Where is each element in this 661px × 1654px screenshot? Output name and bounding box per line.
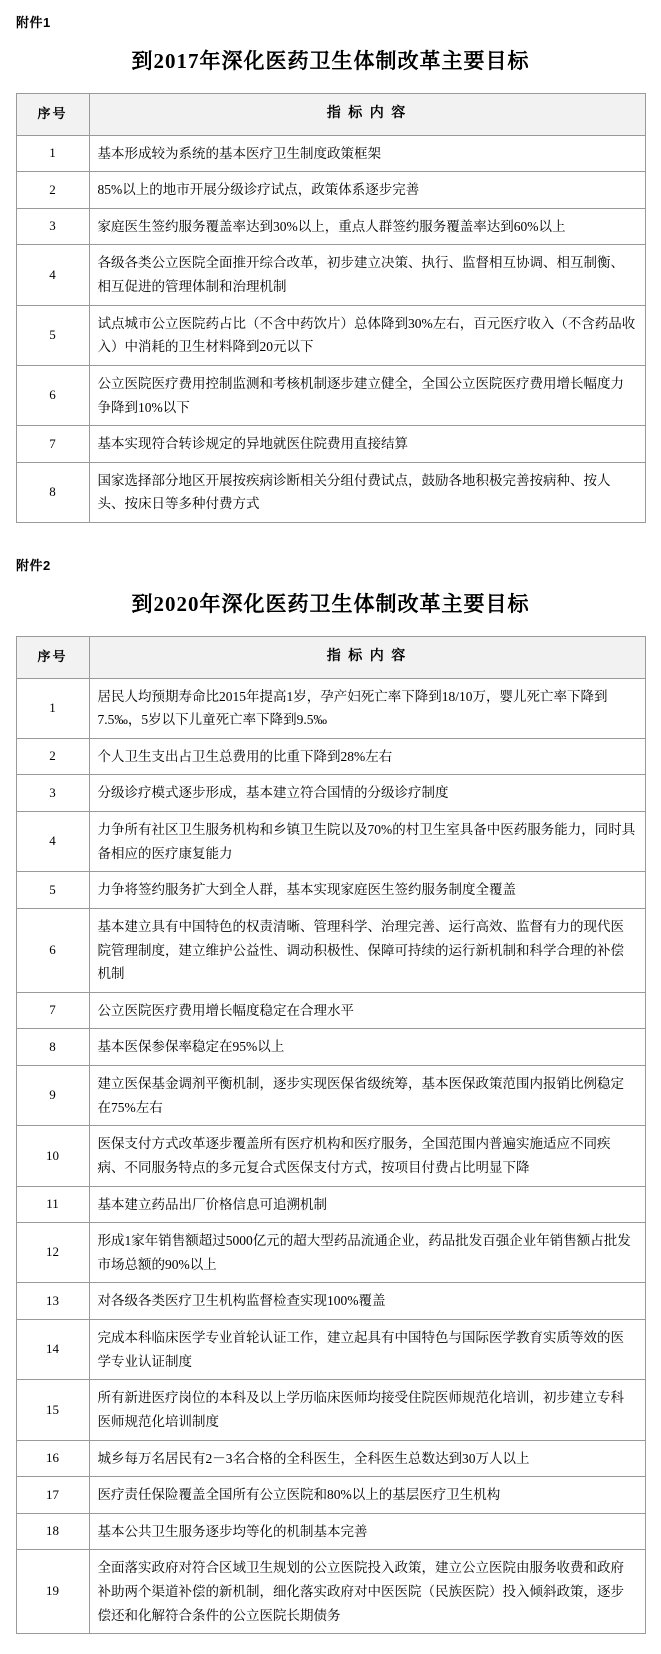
row-number: 16 <box>16 1440 89 1477</box>
table-row <box>16 1320 645 1380</box>
row-number: 15 <box>16 1380 89 1440</box>
attachment-section-2 <box>14 555 647 1634</box>
row-number: 13 <box>16 1283 89 1320</box>
row-number: 5 <box>16 872 89 909</box>
row-content: 所有新进医疗岗位的本科及以上学历临床医师均接受住院医师规范化培训，初步建立专科医师规范化培训制度 <box>89 1380 645 1440</box>
row-number: 11 <box>16 1186 89 1223</box>
table-row <box>16 462 645 522</box>
column-header-no: 序号 <box>16 94 89 136</box>
column-header-content: 指 标 内 容 <box>89 637 645 679</box>
table-row <box>16 1186 645 1223</box>
row-content: 建立医保基金调剂平衡机制，逐步实现医保省级统筹，基本医保政策范围内报销比例稳定在75%左右 <box>89 1066 645 1126</box>
table-row <box>16 305 645 365</box>
table-row <box>16 1029 645 1066</box>
table-header-row <box>16 637 645 679</box>
row-number: 14 <box>16 1320 89 1380</box>
row-number: 7 <box>16 426 89 463</box>
row-number: 3 <box>16 208 89 245</box>
row-content: 试点城市公立医院药占比（不含中药饮片）总体降到30%左右，百元医疗收入（不含药品收入）中消耗的卫生材料降到20元以下 <box>89 305 645 365</box>
table-row <box>16 992 645 1029</box>
row-content: 公立医院医疗费用增长幅度稳定在合理水平 <box>89 992 645 1029</box>
goals-table-2 <box>16 636 646 1634</box>
page-title-1: 到2017年深化医药卫生体制改革主要目标 <box>131 49 530 73</box>
table-row <box>16 738 645 775</box>
table-row <box>16 1513 645 1550</box>
row-content: 医保支付方式改革逐步覆盖所有医疗机构和医疗服务，全国范围内普遍实施适应不同疾病、不同服务特点的多元复合式医保支付方式，按项目付费占比明显下降 <box>89 1126 645 1186</box>
row-content: 85%以上的地市开展分级诊疗试点，政策体系逐步完善 <box>89 172 645 209</box>
table-row <box>16 908 645 992</box>
row-content: 分级诊疗模式逐步形成，基本建立符合国情的分级诊疗制度 <box>89 775 645 812</box>
row-number: 1 <box>16 678 89 738</box>
table-row <box>16 1440 645 1477</box>
row-number: 10 <box>16 1126 89 1186</box>
table-row <box>16 872 645 909</box>
row-number: 2 <box>16 738 89 775</box>
row-number: 8 <box>16 1029 89 1066</box>
column-header-no: 序号 <box>16 637 89 679</box>
row-number: 8 <box>16 462 89 522</box>
row-content: 基本公共卫生服务逐步均等化的机制基本完善 <box>89 1513 645 1550</box>
row-content: 基本形成较为系统的基本医疗卫生制度政策框架 <box>89 135 645 172</box>
table-row <box>16 208 645 245</box>
row-number: 6 <box>16 365 89 425</box>
section-spacer <box>14 533 647 551</box>
row-content: 全面落实政府对符合区域卫生规划的公立医院投入政策，建立公立医院由服务收费和政府补助两个渠道补偿的新机制，细化落实政府对中医医院（民族医院）投入倾斜政策，逐步偿还和化解符合条件的公立医院长期债务 <box>89 1550 645 1634</box>
table-row <box>16 1126 645 1186</box>
table-row <box>16 775 645 812</box>
row-number: 12 <box>16 1223 89 1283</box>
row-content: 个人卫生支出占卫生总费用的比重下降到28%左右 <box>89 738 645 775</box>
row-number: 7 <box>16 992 89 1029</box>
row-number: 2 <box>16 172 89 209</box>
row-number: 4 <box>16 812 89 872</box>
row-content: 完成本科临床医学专业首轮认证工作，建立起具有中国特色与国际医学教育实质等效的医学专业认证制度 <box>89 1320 645 1380</box>
row-content: 基本建立药品出厂价格信息可追溯机制 <box>89 1186 645 1223</box>
table-row <box>16 1477 645 1514</box>
row-number: 17 <box>16 1477 89 1514</box>
table-row <box>16 1550 645 1634</box>
row-content: 家庭医生签约服务覆盖率达到30%以上，重点人群签约服务覆盖率达到60%以上 <box>89 208 645 245</box>
table-header-row <box>16 94 645 136</box>
column-header-content: 指 标 内 容 <box>89 94 645 136</box>
table-row <box>16 135 645 172</box>
table-row <box>16 1283 645 1320</box>
table-row <box>16 172 645 209</box>
table-row <box>16 678 645 738</box>
attachment-label-1: 附件1 <box>16 15 51 30</box>
row-content: 基本建立具有中国特色的权责清晰、管理科学、治理完善、运行高效、监督有力的现代医院管理制度，建立维护公益性、调动积极性、保障可持续的运行新机制和科学合理的补偿机制 <box>89 908 645 992</box>
page-title-2: 到2020年深化医药卫生体制改革主要目标 <box>131 592 530 616</box>
attachment-label-2: 附件2 <box>16 558 51 573</box>
row-content: 形成1家年销售额超过5000亿元的超大型药品流通企业，药品批发百强企业年销售额占批发市场总额的90%以上 <box>89 1223 645 1283</box>
table-row <box>16 1066 645 1126</box>
row-content: 力争将签约服务扩大到全人群，基本实现家庭医生签约服务制度全覆盖 <box>89 872 645 909</box>
table-row <box>16 812 645 872</box>
row-content: 居民人均预期寿命比2015年提高1岁，孕产妇死亡率下降到18/10万，婴儿死亡率下降到7.5‰，5岁以下儿童死亡率下降到9.5‰ <box>89 678 645 738</box>
row-content: 医疗责任保险覆盖全国所有公立医院和80%以上的基层医疗卫生机构 <box>89 1477 645 1514</box>
table-row <box>16 245 645 305</box>
row-content: 公立医院医疗费用控制监测和考核机制逐步建立健全，全国公立医院医疗费用增长幅度力争降到10%以下 <box>89 365 645 425</box>
row-number: 18 <box>16 1513 89 1550</box>
row-number: 4 <box>16 245 89 305</box>
table-row <box>16 1223 645 1283</box>
row-content: 国家选择部分地区开展按疾病诊断相关分组付费试点，鼓励各地积极完善按病种、按人头、按床日等多种付费方式 <box>89 462 645 522</box>
row-content: 各级各类公立医院全面推开综合改革，初步建立决策、执行、监督相互协调、相互制衡、相互促进的管理体制和治理机制 <box>89 245 645 305</box>
row-number: 6 <box>16 908 89 992</box>
row-content: 力争所有社区卫生服务机构和乡镇卫生院以及70%的村卫生室具备中医药服务能力，同时具备相应的医疗康复能力 <box>89 812 645 872</box>
row-number: 9 <box>16 1066 89 1126</box>
row-number: 5 <box>16 305 89 365</box>
row-number: 19 <box>16 1550 89 1634</box>
table-row <box>16 365 645 425</box>
attachment-section-1 <box>14 12 647 523</box>
table-row <box>16 1380 645 1440</box>
row-content: 基本实现符合转诊规定的异地就医住院费用直接结算 <box>89 426 645 463</box>
row-content: 城乡每万名居民有2－3名合格的全科医生，全科医生总数达到30万人以上 <box>89 1440 645 1477</box>
table-row <box>16 426 645 463</box>
goals-table-1 <box>16 93 646 523</box>
row-content: 基本医保参保率稳定在95%以上 <box>89 1029 645 1066</box>
row-number: 1 <box>16 135 89 172</box>
row-number: 3 <box>16 775 89 812</box>
row-content: 对各级各类医疗卫生机构监督检查实现100%覆盖 <box>89 1283 645 1320</box>
